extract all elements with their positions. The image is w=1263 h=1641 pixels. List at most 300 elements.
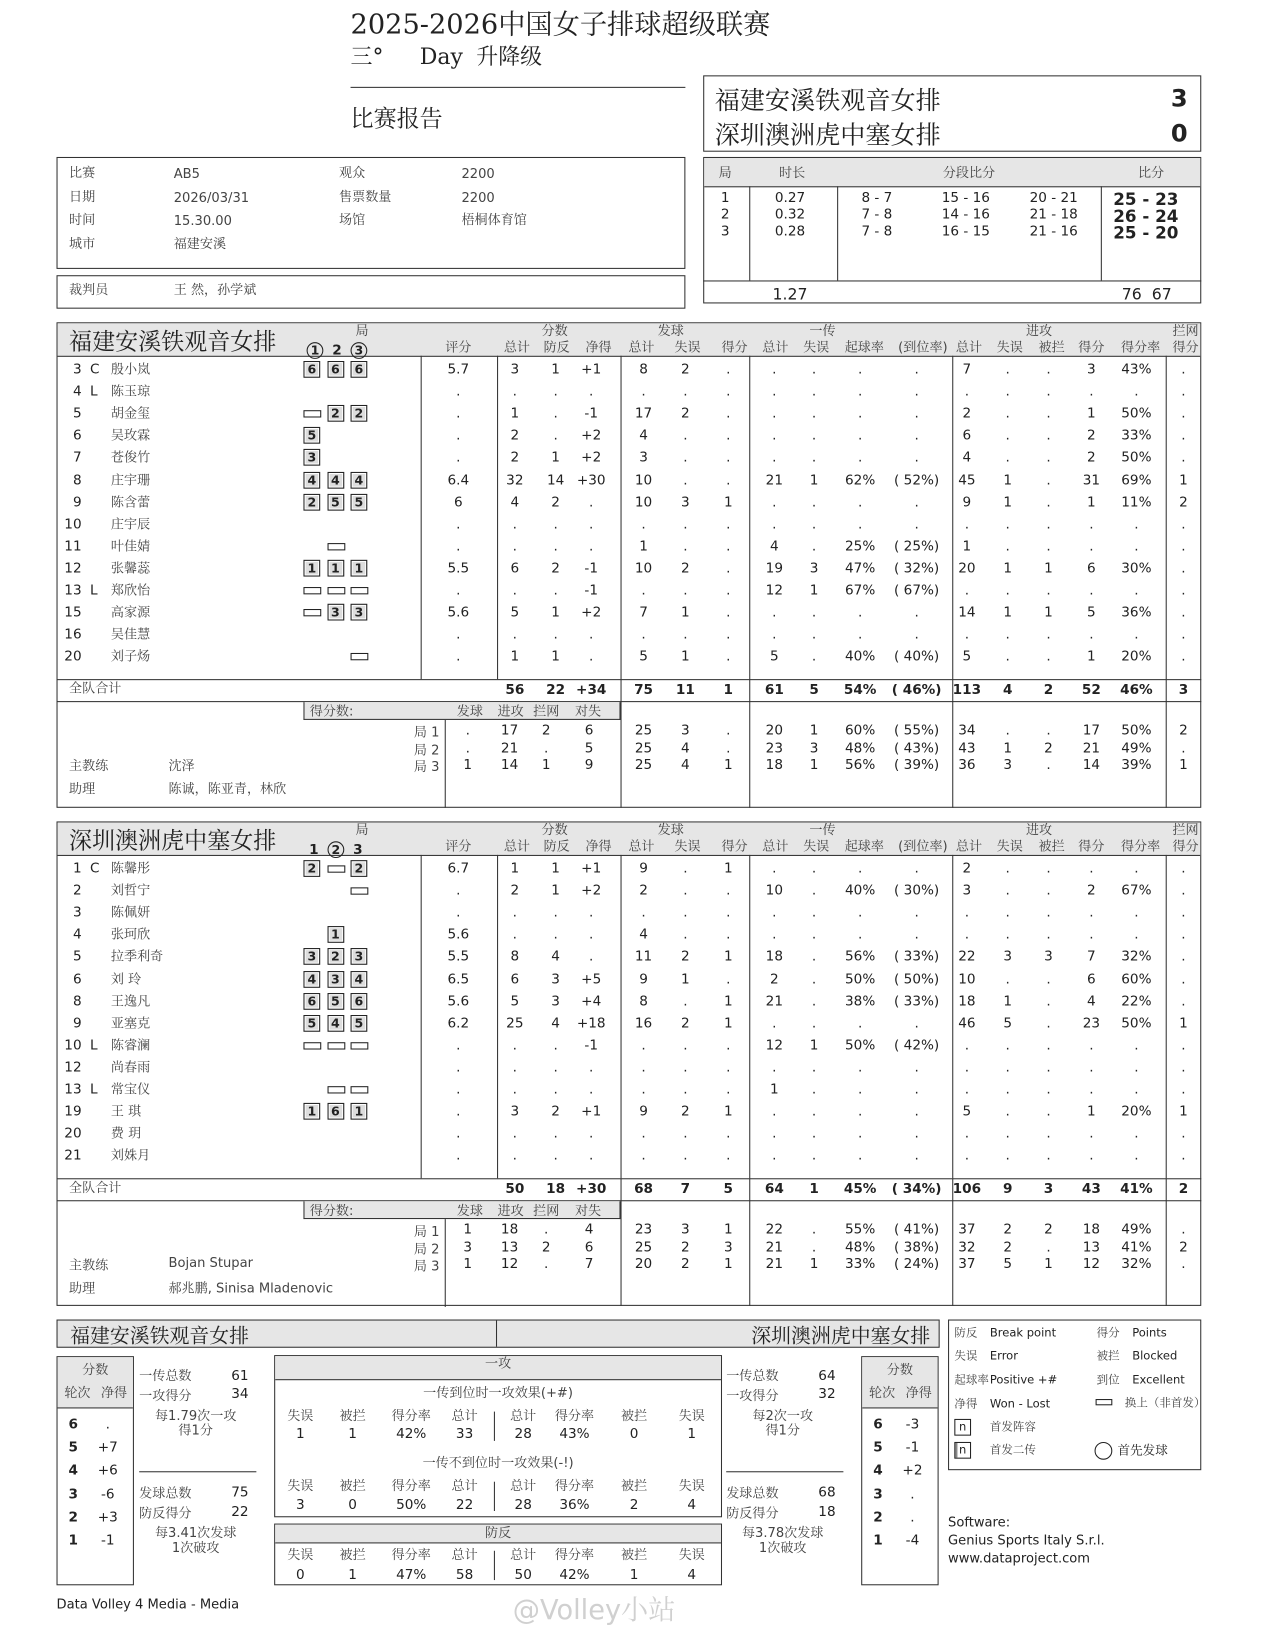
break-rate: 1次破攻 [171,1539,220,1555]
scoreboard [703,75,1201,151]
stat-cell: 6 [453,494,463,511]
stat-cell: 6 [1087,971,1096,988]
stat-cell: . [772,905,777,922]
stat-cell: 14 [546,472,565,489]
set-row-label: 局 1 [413,724,440,740]
stat-cell: . [811,1081,817,1098]
set-stat-cell: 18 [500,1222,519,1238]
stat-cell: . [1181,1037,1186,1054]
stat-cell: . [553,905,558,922]
stat-cell: . [553,428,558,444]
stat-cell: . [1089,1081,1094,1098]
player-name: 费 玥 [110,1125,142,1141]
stat-cell: . [726,472,731,489]
starting-position-box: 4 [303,971,320,988]
stat-cell: . [589,538,594,555]
player-number: 15 [64,604,82,621]
set-partial-score: 15 - 16 [941,190,990,207]
stat-cell: . [772,1104,777,1120]
stat-cell: 5.6 [447,993,470,1010]
stat-cell: . [456,1037,461,1054]
set-stat-cell: ( 55%) [894,723,940,739]
stat-cell: 21 [765,472,783,489]
player-number: 7 [72,450,82,467]
stat-cell: 1 [1087,494,1096,511]
stat-cell: 9 [639,1104,648,1120]
stat-cell: . [1005,649,1010,665]
spectators-label: 观众 [339,164,366,180]
set-stat-cell: 2 [1003,1222,1013,1238]
rotation-number: 5 [68,1440,78,1456]
stat-cell: . [726,927,731,944]
stat-cell: . [589,905,594,922]
rotation-net: . [105,1416,110,1433]
stat-cell: . [914,494,919,511]
total-cell: 43 [1081,1181,1101,1198]
summary-column-header: 总计 [510,1546,537,1563]
column-header: 净得 [585,339,612,355]
summary-value: 22 [455,1497,474,1514]
player-role: C [89,362,100,378]
player-number: 11 [64,538,82,555]
stat-cell: . [553,384,558,400]
sideout-rate: 得1分 [178,1422,213,1438]
stat-cell: 1 [1003,494,1013,511]
stat-cell: 1 [723,993,733,1010]
stat-cell: 6.2 [447,1015,470,1032]
stat-cell: 33% [1121,428,1152,444]
column-header: 评分 [445,838,472,854]
stat-cell: 5.6 [447,604,470,621]
stat-cell: . [1134,1126,1139,1142]
set-stat-cell: 3 [681,1222,690,1238]
venue-label: 场馆 [339,211,366,228]
player-name: 刘 玲 [110,970,142,987]
summary-value: 1 [348,1567,357,1584]
stat-cell: 1 [1003,472,1013,489]
stat-cell: . [1046,971,1051,988]
set-partial-score: 7 - 8 [861,207,893,223]
total-cell: 52 [1081,682,1101,698]
column-group-header: 局 [355,821,369,838]
stat-cell: . [857,362,863,378]
column-group-header: 拦网 [1172,821,1199,838]
summary-value: 4 [687,1567,697,1584]
total-points-away: 67 [1151,284,1172,304]
totals-label: 全队合计 [69,1179,122,1195]
points-header: 进攻 [497,1202,524,1219]
first-serve-set-marker: 1 [307,342,324,359]
rotation-number: 1 [68,1532,78,1549]
player-name: 刘子炀 [110,648,151,664]
summary-column-header: 被拦 [339,1546,366,1563]
stat-cell: 1 [551,450,560,467]
summary-value: 0 [295,1567,305,1584]
stat-cell: . [1134,1148,1139,1164]
stat-cell: 4 [770,538,779,555]
summary-column-header: 被拦 [339,1477,366,1494]
set-stat-cell: . [1046,1239,1051,1256]
stat-cell: . [1005,450,1010,467]
starting-position-box: 4 [327,1015,344,1032]
stat-cell: . [1089,626,1094,643]
set-stat-cell: 3 [1003,757,1013,774]
stat-cell: . [1181,1126,1186,1142]
column-header: 总计 [762,339,789,355]
break-points-label: 防反得分 [139,1504,192,1521]
player-name: 陈佩妍 [110,904,151,920]
column-group-header: 拦网 [1172,322,1199,338]
stat-cell: . [811,905,817,922]
set-partial-score: 21 - 16 [1029,223,1078,240]
player-number: 4 [72,927,82,944]
stat-cell: 5 [1003,1015,1013,1032]
stat-cell: . [1046,905,1051,922]
stat-cell: . [683,905,688,922]
stat-cell: . [641,582,646,599]
stat-cell: 16 [634,1015,653,1032]
stat-cell: 1 [1003,560,1013,577]
rotation-net: +6 [97,1463,118,1479]
player-name: 陈馨彤 [110,860,151,876]
stat-cell: . [641,1081,646,1098]
column-group-header: 一传 [809,322,836,338]
stat-cell: . [914,1081,919,1098]
substitution-icon [351,1086,369,1093]
home-sets-won: 3 [1170,85,1188,114]
set-stat-cell: 1 [1179,757,1188,774]
starting-position-box: 3 [303,948,320,965]
stat-cell: . [1046,406,1051,422]
stat-cell: . [1005,1037,1010,1054]
player-number: 12 [64,1059,82,1076]
stat-cell: 45 [958,472,976,489]
stat-cell: 2 [551,560,560,577]
summary-column-header: 得分率 [554,1546,595,1563]
stat-cell: 8 [639,993,648,1010]
stat-cell: 4 [510,494,520,511]
total-cell: ( 34%) [891,1181,942,1198]
set-row-label: 局 3 [413,758,440,775]
divider [57,679,1202,680]
stat-cell: . [1005,883,1010,899]
stat-cell: 18 [765,949,783,966]
set-stat-cell: . [1181,740,1186,757]
set-stat-cell: 6 [584,1239,594,1256]
stat-cell: . [811,384,817,400]
stat-cell: . [857,428,863,444]
stat-cell: 6 [510,560,520,577]
legend-term: 到位 [1096,1372,1120,1387]
summary-column-header: 得分率 [391,1477,431,1494]
total-cell: +30 [576,1181,607,1198]
total-cell: 46% [1120,682,1153,698]
set-stat-cell: 14 [500,757,519,774]
stat-cell: . [1046,494,1051,511]
stat-cell: . [914,1059,919,1076]
substitution-icon [327,1086,345,1093]
summary-away-name: 深圳澳洲虎中塞女排 [751,1324,931,1348]
stat-cell: 5 [510,993,520,1010]
stat-cell: . [1005,1148,1010,1164]
summary-value: 1 [348,1426,357,1442]
stat-cell: 1 [681,971,690,988]
rotation-net: -1 [905,1440,920,1456]
set-stat-cell: . [726,740,731,757]
stat-cell: . [811,649,817,665]
stat-cell: 60% [1121,971,1152,988]
set-stat-cell: 3 [809,740,819,757]
stat-cell: . [857,1104,863,1120]
summary-column-header: 失误 [678,1407,705,1424]
divider [837,186,838,280]
starting-position-box: 1 [327,560,344,577]
stat-cell: . [1181,1148,1186,1164]
column-header: 得分 [1078,339,1105,355]
player-name: 拉季利奇 [110,948,164,965]
set-stat-cell: 1 [809,1256,819,1273]
stat-cell: 5 [962,649,972,665]
stat-cell: 12 [765,582,783,599]
legend-first-serve: 首先发球 [1117,1442,1168,1458]
set-partial-score: 21 - 18 [1029,207,1078,223]
summary-column-header: 被拦 [621,1477,648,1494]
duration-header: 时长 [779,164,806,180]
summary-value: 0 [348,1497,357,1514]
set-stat-cell: 20 [634,1256,653,1273]
stat-cell: . [1046,1059,1051,1076]
assistant-names: 郝兆鹏, Sinisa Mladenovic [168,1279,334,1296]
set-stat-cell: 33% [845,1256,876,1273]
break-rate: 每3.78次发球 [741,1524,824,1541]
stat-cell: . [1046,1126,1051,1142]
stat-cell: . [589,1059,594,1076]
stat-cell: . [1181,428,1186,444]
stat-cell: . [553,1059,558,1076]
stat-cell: 1 [551,883,560,899]
stat-cell: . [1134,516,1139,533]
set-stat-cell: 2 [541,723,551,739]
stat-cell: . [857,927,863,944]
stat-cell: 1 [510,649,520,665]
summary-column-header: 总计 [451,1407,478,1424]
coach-name: Bojan Stupar [168,1254,253,1271]
stat-cell: . [726,626,731,643]
stat-cell: -1 [584,560,599,577]
column-header: 被拦 [1038,339,1065,355]
rotation-net: . [910,1509,915,1526]
stat-cell: . [1046,450,1051,467]
stat-cell: . [1089,538,1094,555]
stat-cell: 5.6 [447,927,470,944]
stat-cell: . [1046,1015,1051,1032]
stat-cell: . [811,883,817,899]
stat-cell: . [726,406,731,422]
stat-cell: . [1046,993,1051,1010]
stat-cell: . [964,1059,970,1076]
sideout-points-label: 一攻得分 [726,1387,779,1404]
column-header: 总计 [503,339,531,355]
summary-column-header: 总计 [510,1477,537,1494]
stat-cell: . [1046,1104,1051,1120]
column-header: 起球率 [844,339,884,355]
set-stat-cell: ( 41%) [894,1222,940,1238]
stat-cell: . [857,1015,863,1032]
stat-cell: . [683,1148,688,1164]
stat-cell: . [811,538,817,555]
player-name: 殷小岚 [110,361,151,377]
stat-cell: . [811,450,817,467]
stat-cell: . [964,927,970,944]
stat-cell: . [1134,1059,1139,1076]
summary-value: 0 [629,1426,639,1442]
total-cell: 3 [1178,682,1189,698]
stat-cell: . [456,406,461,422]
rotation-net: -4 [905,1532,920,1549]
stat-cell: ( 30%) [894,883,940,899]
set-stat-cell: 2 [1179,1239,1188,1256]
set-marker: 3 [353,842,363,859]
stat-cell: . [641,1148,646,1164]
stat-cell: 3 [510,1104,520,1120]
break-points: 18 [818,1504,836,1521]
stat-cell: 8 [639,362,648,378]
stat-cell: . [726,516,731,533]
stat-cell: . [589,1148,594,1164]
stat-cell: . [553,538,558,555]
stat-cell: 4 [962,450,972,467]
stat-cell: 1 [510,861,520,877]
rotation-title: 分数 [886,1361,913,1378]
stat-cell: . [1181,971,1186,988]
stat-cell: . [1089,927,1094,944]
stat-cell: . [1005,905,1010,922]
starting-position-box: 4 [327,471,344,488]
player-name: 叶佳婧 [110,537,151,554]
rotation-number: 2 [68,1509,78,1526]
stat-cell: 7 [1087,949,1096,966]
stat-cell: . [726,649,731,665]
stat-cell: . [456,1081,461,1098]
starting-position-box: 6 [351,993,368,1010]
stat-cell: . [726,560,731,577]
stat-cell: ( 67%) [894,582,940,599]
set-row-label: 局 3 [413,1257,440,1274]
column-group-header: 发球 [657,322,684,338]
set-stat-cell: 55% [845,1222,876,1238]
stat-cell: 46 [958,1015,976,1032]
player-number: 13 [64,1081,82,1098]
stat-cell: ( 42%) [894,1037,940,1054]
rotation-net: -6 [100,1486,115,1503]
player-number: 20 [64,649,82,665]
break-point-title: 防反 [484,1524,512,1541]
stat-cell: 1 [551,861,560,877]
summary-column-header: 总计 [510,1407,537,1424]
stat-cell: 1 [770,1081,779,1098]
set-stat-cell: 9 [584,757,594,774]
stat-cell: . [1181,993,1186,1010]
rotation-net: +2 [902,1463,923,1479]
stat-cell: 3 [962,883,972,899]
set-stat-cell: 17 [500,723,519,739]
stat-cell: . [1046,582,1051,599]
stat-cell: 4 [551,949,560,966]
stat-cell: . [726,604,731,621]
player-number: 8 [72,993,82,1010]
stat-cell: 3 [1003,949,1013,966]
set-row-label: 局 2 [413,741,440,758]
coach-name: 沈泽 [168,757,195,774]
stat-cell: . [683,927,688,944]
stat-cell: . [589,626,594,643]
stat-cell: 43% [1121,362,1152,378]
starting-position-box: 6 [303,361,320,378]
player-name: 刘哲宁 [110,882,151,898]
set-stat-cell: 2 [681,1239,690,1256]
stat-cell: . [456,883,461,899]
stat-cell: . [857,1148,863,1164]
stat-cell: 1 [1179,1015,1188,1032]
stat-cell: . [1046,861,1051,877]
referee-value: 王 然，孙学斌 [173,281,257,298]
stat-cell: 1 [723,494,733,511]
total-cell: 4 [1002,682,1013,698]
total-cell: 54% [843,682,877,698]
serve-total-label: 发球总数 [139,1484,192,1501]
stat-cell: 1 [1179,1104,1188,1120]
stat-cell: . [1134,861,1139,877]
stat-cell: . [1134,1081,1139,1098]
stat-cell: . [1134,1037,1139,1054]
round-day: Day [419,43,463,70]
substitution-icon [303,587,321,594]
player-name: 郑欣怡 [110,581,151,598]
player-name: 王 琪 [110,1103,142,1119]
stat-cell: . [914,450,919,467]
stat-cell: . [1181,949,1186,966]
stat-cell: 5 [1087,604,1096,621]
sideout-title: 一攻 [484,1355,512,1371]
stat-cell: 2 [551,1104,560,1120]
competition-title: 2025-2026中国女子排球超级联赛 [350,9,771,41]
stat-cell: . [1046,649,1051,665]
stat-cell: . [811,428,817,444]
starting-position-box: 2 [327,405,344,422]
player-name: 胡金玺 [110,405,151,421]
stat-cell: 6.4 [447,472,470,489]
stat-cell: . [1046,1148,1051,1164]
substitution-icon [351,887,369,894]
starting-position-box: 1 [351,560,368,577]
round-info [351,40,543,71]
stat-cell: . [964,626,970,643]
total-cell: 2 [1043,682,1054,698]
stat-cell: 2 [1087,883,1096,899]
summary-column-header: 失误 [678,1477,705,1494]
stat-cell: . [641,905,646,922]
total-points-home: 76 [1121,284,1142,304]
stat-cell: -1 [584,406,599,422]
stat-cell: 5 [639,649,648,665]
stat-cell: 2 [510,428,520,444]
stat-cell: . [683,384,688,400]
stat-cell: . [1046,384,1051,400]
stat-cell: . [811,1126,817,1142]
software-site[interactable]: www.dataproject.com [948,1549,1091,1566]
set-stat-cell: ( 39%) [894,757,940,774]
set-stat-cell: 1 [463,1256,473,1273]
